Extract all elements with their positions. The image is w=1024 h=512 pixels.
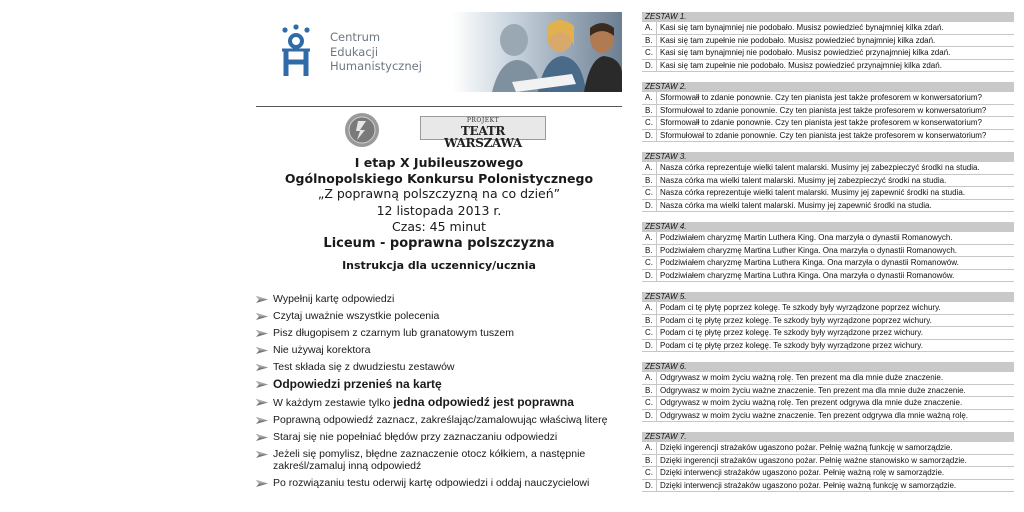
set-title: ZESTAW 3. <box>642 152 1014 162</box>
answer-option[interactable] <box>642 302 1014 315</box>
option-text: Podam ci tę płytę przez kolegę. Te szkody były wyrządzone przez wichury. <box>660 328 923 337</box>
instruction-emphasis: jedna odpowiedź jest poprawna <box>393 394 574 409</box>
question-sets <box>642 12 1014 502</box>
option-text: Odgrywasz w moim życiu ważną rolę. Ten prezent odgrywa dla mnie duże znaczenie. <box>660 398 963 407</box>
instruction-item <box>256 477 622 490</box>
answer-option[interactable] <box>642 397 1014 410</box>
arrow-bullet-icon <box>256 311 268 322</box>
option-letter: B. <box>642 315 657 327</box>
answer-option[interactable] <box>642 410 1014 423</box>
option-text: Kasi się tam bynajmniej nie podobało. Musisz powiedzieć przynajmniej kilka zdań. <box>660 48 951 57</box>
option-letter: D. <box>642 60 657 72</box>
answer-option[interactable] <box>642 162 1014 175</box>
answer-option[interactable] <box>642 442 1014 455</box>
arrow-bullet-icon <box>256 432 268 443</box>
instruction-item <box>256 344 622 357</box>
option-letter: C. <box>642 327 657 339</box>
time-line: Czas: 45 minut <box>392 219 486 234</box>
option-letter: D. <box>642 130 657 142</box>
instruction-text: Jeżeli się pomylisz, błędne zaznaczenie otocz kółkiem, a następnie zakreśl/zamaluj inną odpowiedź <box>273 447 586 473</box>
answer-option[interactable] <box>642 232 1014 245</box>
option-letter: C. <box>642 397 657 409</box>
option-letter: C. <box>642 47 657 59</box>
answer-option[interactable] <box>642 455 1014 468</box>
question-set <box>642 82 1014 142</box>
instruction-item <box>256 431 622 444</box>
option-text: Podziwiałem charyzmę Martina Luthra Kinga. Ona marzyła o dynastii Romanowów. <box>660 270 955 280</box>
option-letter: D. <box>642 480 657 492</box>
answer-option[interactable] <box>642 257 1014 270</box>
instruction-item <box>256 396 622 410</box>
option-text: Kasi się tam zupełnie nie podobało. Musisz powiedzieć bynajmniej kilka zdań. <box>660 35 936 45</box>
option-letter: D. <box>642 340 657 352</box>
option-text: Odgrywasz w moim życiu ważne znaczenie. Ten prezent ma dla mnie duże znaczenie. <box>660 385 966 395</box>
option-letter: A. <box>642 162 657 174</box>
org-name-line: Humanistycznej <box>330 59 422 73</box>
option-letter: C. <box>642 467 657 479</box>
question-set <box>642 222 1014 282</box>
arrow-bullet-icon <box>256 345 268 356</box>
answer-option[interactable] <box>642 117 1014 130</box>
option-letter: D. <box>642 410 657 422</box>
logo-small-text: PROJEKT <box>466 117 500 124</box>
answer-option[interactable] <box>642 315 1014 328</box>
instruction-text: Poprawną odpowiedź zaznacz, zakreślając/zamalowując właściwą literę <box>273 413 608 426</box>
option-text: Kasi się tam bynajmniej nie podobało. Musisz powiedzieć bynajmniej kilka zdań. <box>660 23 944 32</box>
answer-option[interactable] <box>642 270 1014 283</box>
question-set <box>642 432 1014 492</box>
option-text: Nasza córka ma wielki talent malarski. Musimy jej zapewnić środki na studia. <box>660 200 932 210</box>
option-text: Podziwiałem charyzmę Martin Luthera King. Ona marzyła o dynastii Romanowych. <box>660 233 953 242</box>
instruction-item <box>256 378 622 391</box>
option-letter: D. <box>642 200 657 212</box>
answer-option[interactable] <box>642 22 1014 35</box>
org-name-line: Edukacji <box>330 44 379 59</box>
answer-option[interactable] <box>642 372 1014 385</box>
option-text: Podam ci tę płytę przez kolegę. Te szkody były wyrządzone poprzez wichury. <box>660 315 932 325</box>
arrow-bullet-icon <box>256 478 268 489</box>
instruction-text: Staraj się nie popełniać błędów przy zaznaczaniu odpowiedzi <box>273 430 558 443</box>
instruction-text: Czytaj uważnie wszystkie polecenia <box>273 310 440 323</box>
logo-big-text: TEATR WARSZAWA <box>444 124 522 150</box>
answer-option[interactable] <box>642 60 1014 73</box>
option-letter: B. <box>642 175 657 187</box>
set-title: ZESTAW 5. <box>642 292 1014 302</box>
option-text: Nasza córka reprezentuje wielki talent malarski. Musimy jej zabezpieczyć środki na studia. <box>660 163 980 172</box>
instruction-text: Wypełnij kartę odpowiedzi <box>273 293 395 305</box>
option-letter: B. <box>642 245 657 257</box>
option-letter: B. <box>642 385 657 397</box>
arrow-bullet-icon <box>256 397 268 408</box>
option-letter: C. <box>642 187 657 199</box>
left-page <box>256 0 622 512</box>
answer-option[interactable] <box>642 187 1014 200</box>
instruction-text: Po rozwiązaniu testu oderwij kartę odpowiedzi i oddaj nauczycielowi <box>273 477 590 490</box>
option-text: Sformułował to zdanie ponownie. Czy ten pianista jest także profesorem w konserwatorium? <box>660 130 987 140</box>
question-set <box>642 292 1014 352</box>
students-photo <box>452 12 622 92</box>
option-text: Kasi się tam zupełnie nie podobało. Musisz powiedzieć przynajmniej kilka zdań. <box>660 60 942 70</box>
instruction-text: Nie używaj korektora <box>273 344 371 357</box>
title-line: I etap X Jubileuszowego <box>354 155 524 170</box>
instruction-item <box>256 414 622 427</box>
answer-option[interactable] <box>642 105 1014 118</box>
option-text: Podam ci tę płytę poprzez kolegę. Te szkody były wyrządzone poprzez wichury. <box>660 303 941 312</box>
set-title: ZESTAW 6. <box>642 362 1014 372</box>
ceh-logo-icon <box>278 24 314 78</box>
answer-option[interactable] <box>642 340 1014 353</box>
option-letter: A. <box>642 372 657 384</box>
option-text: Odgrywasz w moim życiu ważne znaczenie. Ten prezent odgrywa dla mnie ważną rolę. <box>660 410 968 420</box>
date-line: 12 listopada 2013 r. <box>376 202 502 218</box>
question-set <box>642 152 1014 212</box>
option-text: Sformowałł to zdanie ponownie. Czy ten pianista jest także profesorem w konserwatorium? <box>660 118 982 127</box>
question-set <box>642 362 1014 422</box>
option-text: Dzięki ingerencji strażaków ugaszono pożar. Pełnię ważne stanowisko w samorządzie. <box>660 455 967 465</box>
answer-option[interactable] <box>642 92 1014 105</box>
set-title: ZESTAW 4. <box>642 222 1014 232</box>
arrow-bullet-icon <box>256 294 268 305</box>
org-name-line: Centrum <box>330 30 381 44</box>
org-name <box>330 30 422 74</box>
option-letter: A. <box>642 92 657 104</box>
option-letter: A. <box>642 22 657 34</box>
instruction-item <box>256 293 622 306</box>
option-letter: B. <box>642 105 657 117</box>
divider <box>256 106 622 107</box>
arrow-bullet-icon <box>256 362 268 373</box>
option-letter: D. <box>642 270 657 282</box>
option-letter: C. <box>642 257 657 269</box>
option-text: Nasza córka reprezentuje wielki talent malarski. Musimy jej zapewnić środki na studia. <box>660 188 966 197</box>
set-title: ZESTAW 2. <box>642 82 1014 92</box>
option-letter: A. <box>642 302 657 314</box>
subtitle-line: „Z poprawną polszczyzną na co dzień” <box>317 186 561 201</box>
answer-option[interactable] <box>642 480 1014 493</box>
arrow-bullet-icon <box>256 379 268 390</box>
arrow-bullet-icon <box>256 449 268 460</box>
instruction-list <box>256 293 622 495</box>
option-text: Podziwiałem charyzmę Martina Luther Kinga. Ona marzyła o dynastii Romanowych. <box>660 245 958 255</box>
option-text: Nasza córka ma wielki talent malarski. Musimy jej zabezpieczyć środki na studia. <box>660 175 947 185</box>
option-letter: C. <box>642 117 657 129</box>
option-letter: A. <box>642 232 657 244</box>
instruction-text: Pisz długopisem z czarnym lub granatowym tuszem <box>273 327 515 340</box>
instruction-text: W każdym zestawie tylko <box>273 396 394 409</box>
question-set <box>642 12 1014 72</box>
answer-option[interactable] <box>642 385 1014 398</box>
arrow-bullet-icon <box>256 415 268 426</box>
answer-option[interactable] <box>642 200 1014 213</box>
answer-option[interactable] <box>642 467 1014 480</box>
arrow-bullet-icon <box>256 328 268 339</box>
option-text: Podziwiałem charyzmę Martina Luthera Kinga. Ona marzyła o dynastii Romanowów. <box>660 258 959 267</box>
answer-option[interactable] <box>642 47 1014 60</box>
instruction-text: Odpowiedzi przenieś na kartę <box>273 377 442 392</box>
answer-option[interactable] <box>642 245 1014 258</box>
option-text: Dzięki ingerencji strażaków ugaszono pożar. Pełnię ważną funkcję w samorządzie. <box>660 443 953 452</box>
option-letter: A. <box>642 442 657 454</box>
option-text: Dzięki interwencji strażaków ugaszono pożar. Pełnię ważną rolę w samorządzie. <box>660 468 945 477</box>
option-text: Sformowałł to zdanie ponownie. Czy ten pianista jest także profesorem w konwersatorium? <box>660 93 982 102</box>
option-text: Podam ci tę płytę przez kolegę. Te szkody były wyrządzone przez wichury. <box>660 340 923 350</box>
option-letter: B. <box>642 455 657 467</box>
answer-option[interactable] <box>642 35 1014 48</box>
instruction-item <box>256 310 622 323</box>
set-title: ZESTAW 7. <box>642 432 1014 442</box>
anniversary-seal-icon <box>344 112 380 148</box>
title-block <box>256 155 622 273</box>
teatr-warszawa-logo <box>420 116 546 150</box>
instructions-heading: Instrukcja dla uczennicy/ucznia <box>342 259 536 272</box>
answer-option[interactable] <box>642 175 1014 188</box>
level-line: Liceum - poprawna polszczyzna <box>323 235 555 251</box>
answer-option[interactable] <box>642 327 1014 340</box>
instruction-item <box>256 448 622 473</box>
option-text: Dzięki interwencji strażaków ugaszono pożar. Pełnię ważną funkcję w samorządzie. <box>660 480 957 490</box>
answer-option[interactable] <box>642 130 1014 143</box>
title-line: Ogólnopolskiego Konkursu Polonistycznego <box>284 170 594 186</box>
set-title: ZESTAW 1. <box>642 12 1014 22</box>
option-letter: B. <box>642 35 657 47</box>
option-text: Odgrywasz w moim życiu ważną rolę. Ten prezent ma dla mnie duże znaczenie. <box>660 373 944 382</box>
instruction-item <box>256 327 622 340</box>
option-text: Sformułował to zdanie ponownie. Czy ten pianista jest także profesorem w konwersatorium? <box>660 105 987 115</box>
instruction-text: Test składa się z dwudziestu zestawów <box>273 361 455 374</box>
instruction-item <box>256 361 622 374</box>
